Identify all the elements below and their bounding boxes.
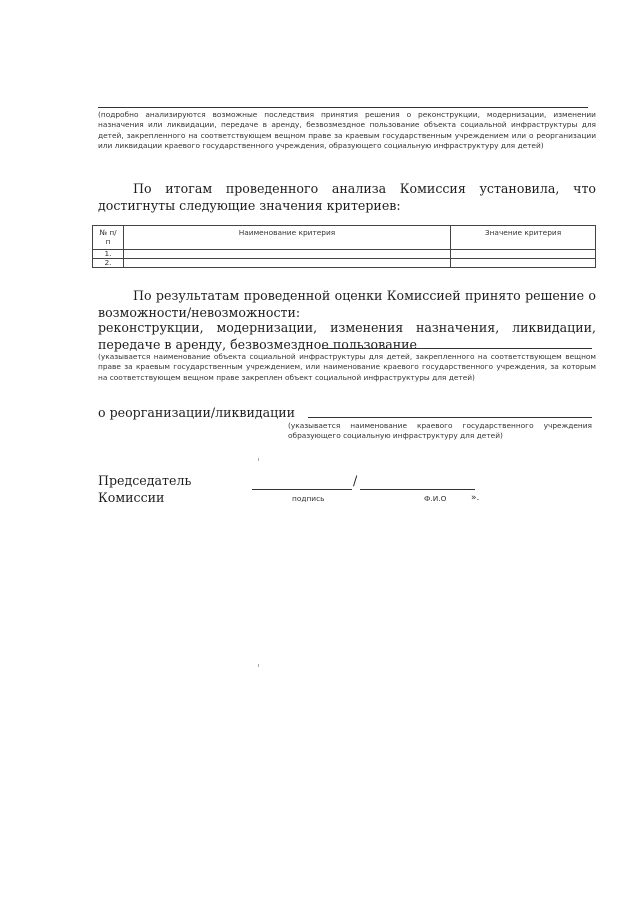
closing-quote: ».	[471, 493, 480, 503]
table-row	[93, 259, 596, 268]
scan-speck	[258, 664, 259, 667]
col-criterion-name-header: Наименование критерия	[124, 226, 451, 250]
top-fill-line	[98, 107, 588, 108]
reorg-fill-line	[308, 417, 592, 418]
fio-line	[360, 489, 475, 490]
row-criterion-value	[451, 259, 596, 268]
col-criterion-value-header: Значение критерия	[451, 226, 596, 250]
reorg-note: (указывается наименование краевого государственного учреждения образующего социальную инфраструктуру для детей)	[288, 421, 592, 441]
row-criterion-name	[124, 259, 451, 268]
reconstruction-text: реконструкции, модернизации, изменения назначения, ликвидации, передаче в аренду, безвозмездное пользование	[98, 320, 596, 352]
criteria-table	[92, 225, 596, 268]
table-header-row	[93, 226, 596, 250]
signature-separator: /	[353, 473, 358, 488]
table-row	[93, 250, 596, 259]
scan-speck	[258, 458, 259, 461]
signature-caption: подпись	[292, 494, 325, 503]
row-number: 1.	[93, 250, 124, 259]
analysis-paragraph: По итогам проведенного анализа Комиссия установила, что достигнуты следующие значения критериев:	[98, 181, 596, 213]
fio-caption: Ф.И.О	[424, 494, 447, 503]
reconstruction-note: (указывается наименование объекта социальной инфраструктуры для детей, закрепленного на соответствующем вещном праве за краевым государственным учреждением, или наименование краевого государственного учреждения, за которым на соответствующем вещном праве закреплен объект социальной инфраструктуры для детей)	[98, 352, 596, 382]
row-number: 2.	[93, 259, 124, 268]
row-criterion-name	[124, 250, 451, 259]
col-number-header: № п/п	[93, 226, 124, 250]
reconstruction-fill-line	[322, 348, 592, 349]
signature-line	[252, 489, 352, 490]
top-note: (подробно анализируются возможные последствия принятия решения о реконструкции, модернизации, изменении назначения или ликвидации, передаче в аренду, безвозмездное пользование объекта социальной инфраструктуры для детей, закрепленного на соответствующем вещном праве за краевым государственным учреждением или о реорганизации или ликвидации краевого государственного учреждения, образующего социальную инфраструктуру для детей)	[98, 110, 596, 151]
row-criterion-value	[451, 250, 596, 259]
reorg-label: о реорганизации/ликвидации	[98, 405, 296, 420]
chairman-label: Председатель Комиссии	[98, 473, 192, 505]
decision-paragraph: По результатам проведенной оценки Комиссией принято решение о возможности/невозможности:	[98, 288, 596, 320]
